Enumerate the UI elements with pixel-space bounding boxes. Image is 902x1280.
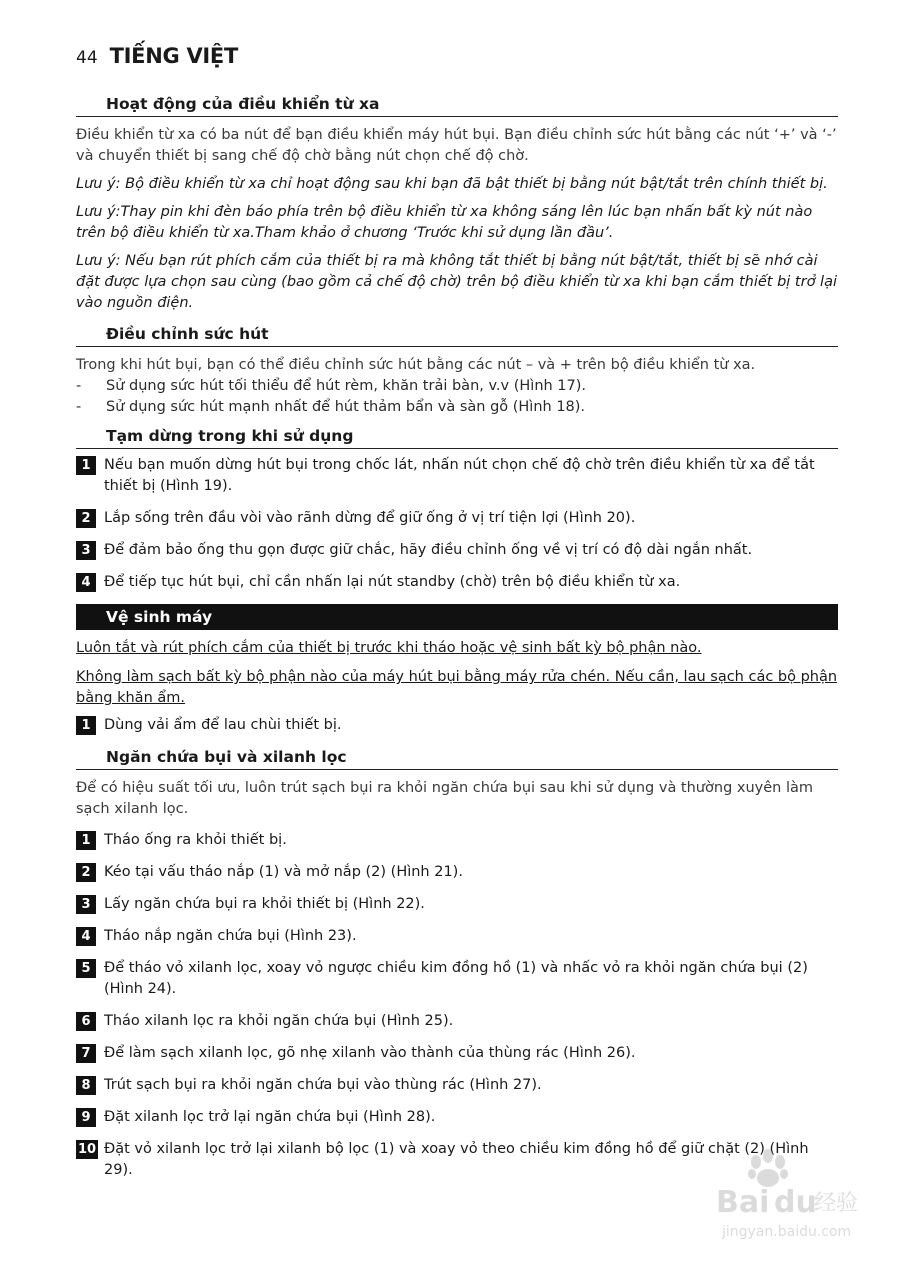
step-text: Lấy ngăn chứa bụi ra khỏi thiết bị (Hình 22). bbox=[104, 896, 425, 912]
step-number: 3 bbox=[76, 895, 96, 914]
step-item bbox=[76, 926, 838, 947]
step-item bbox=[76, 1011, 838, 1032]
page-number: 44 bbox=[76, 48, 98, 68]
step-number: 6 bbox=[76, 1012, 96, 1031]
baidu-watermark-logo bbox=[714, 1140, 864, 1250]
svg-text:jingyan.baidu.com: jingyan.baidu.com bbox=[722, 1224, 852, 1240]
dust-container-steps bbox=[76, 830, 838, 1181]
section-heading-suction-power: Điều chỉnh sức hút bbox=[76, 324, 838, 347]
step-number: 7 bbox=[76, 1044, 96, 1063]
step-text: Để tháo vỏ xilanh lọc, xoay vỏ ngược chiều kim đồng hồ (1) và nhấc vỏ ra khỏi ngăn chứa bụi (2) (Hình 24). bbox=[104, 960, 808, 997]
step-item bbox=[76, 1107, 838, 1128]
step-number: 2 bbox=[76, 509, 96, 528]
step-text: Dùng vải ẩm để lau chùi thiết bị. bbox=[104, 717, 342, 733]
step-text: Để đảm bảo ống thu gọn được giữ chắc, hãy điều chỉnh ống về vị trí có độ dài ngắn nhất. bbox=[104, 542, 753, 558]
step-text: Đặt vỏ xilanh lọc trở lại xilanh bộ lọc (1) và xoay vỏ theo chiều kim đồng hồ để giữ chặt (2) (Hình 29). bbox=[104, 1141, 809, 1178]
step-item bbox=[76, 508, 838, 529]
step-number: 1 bbox=[76, 716, 96, 735]
section-heading-remote-control: Hoạt động của điều khiển từ xa bbox=[76, 94, 838, 117]
step-text: Tháo nắp ngăn chứa bụi (Hình 23). bbox=[104, 928, 357, 944]
step-item bbox=[76, 455, 838, 497]
list-item bbox=[76, 397, 838, 418]
svg-text:du: du bbox=[774, 1185, 817, 1220]
step-number: 1 bbox=[76, 456, 96, 475]
remote-control-note-2: Lưu ý:Thay pin khi đèn báo phía trên bộ điều khiển từ xa không sáng lên lúc bạn nhấn bất kỳ nút nào trên bộ điều khiển từ xa.Tham khảo ở chương ‘Trước khi sử dụng lần đầu’. bbox=[76, 204, 813, 241]
suction-power-list bbox=[76, 376, 838, 418]
step-number: 4 bbox=[76, 927, 96, 946]
dash-marker: - bbox=[76, 399, 82, 415]
step-number: 4 bbox=[76, 573, 96, 592]
step-number: 9 bbox=[76, 1108, 96, 1127]
step-text: Để tiếp tục hút bụi, chỉ cần nhấn lại nút standby (chờ) trên bộ điều khiển từ xa. bbox=[104, 574, 681, 590]
list-item bbox=[76, 376, 838, 397]
remote-control-note-1: Lưu ý: Bộ điều khiển từ xa chỉ hoạt động sau khi bạn đã bật thiết bị bằng nút bật/tắt trên chính thiết bị. bbox=[76, 176, 828, 192]
step-text: Đặt xilanh lọc trở lại ngăn chứa bụi (Hình 28). bbox=[104, 1109, 436, 1125]
step-text: Kéo tại vấu tháo nắp (1) và mở nắp (2) (Hình 21). bbox=[104, 864, 463, 880]
remote-control-paragraph: Điều khiển từ xa có ba nút để bạn điều khiển máy hút bụi. Bạn điều chỉnh sức hút bằng các nút ‘+’ và ‘-’ và chuyển thiết bị sang chế độ chờ bằng nút chọn chế độ chờ. bbox=[76, 127, 837, 164]
step-number: 3 bbox=[76, 541, 96, 560]
step-number: 10 bbox=[77, 1142, 97, 1157]
step-text: Để làm sạch xilanh lọc, gõ nhẹ xilanh vào thành của thùng rác (Hình 26). bbox=[104, 1045, 636, 1061]
step-text: Lắp sống trên đầu vòi vào rãnh dừng để giữ ống ở vị trí tiện lợi (Hình 20). bbox=[104, 510, 636, 526]
section-heading-dust-container: Ngăn chứa bụi và xilanh lọc bbox=[76, 747, 838, 770]
svg-text:经验: 经验 bbox=[814, 1191, 859, 1216]
step-text: Nếu bạn muốn dừng hút bụi trong chốc lát, nhấn nút chọn chế độ chờ trên điều khiển từ xa để tắt thiết bị (Hình 19). bbox=[104, 457, 815, 494]
step-item bbox=[76, 572, 838, 593]
step-item bbox=[76, 715, 838, 736]
cleaning-warning-2: Không làm sạch bất kỳ bộ phận nào của máy hút bụi bằng máy rửa chén. Nếu cần, lau sạch các bộ phận bằng khăn ẩm. bbox=[76, 669, 838, 706]
dash-marker: - bbox=[76, 378, 82, 394]
page-header bbox=[76, 44, 238, 68]
list-item-text: Sử dụng sức hút mạnh nhất để hút thảm bẩn và sàn gỗ (Hình 18). bbox=[106, 399, 586, 415]
step-number: 5 bbox=[76, 959, 96, 978]
remote-control-note-3: Lưu ý: Nếu bạn rút phích cắm của thiết bị ra mà không tắt thiết bị bằng nút bật/tắt, thiết bị sẽ nhớ cài đặt được lựa chọn sau cùng (bao gồm cả chế độ chờ) trên bộ điều khiển từ xa khi bạn cắm thiết bị trở lại vào nguồn điện. bbox=[76, 253, 837, 311]
page-language-title: TIẾNG VIỆT bbox=[109, 44, 238, 68]
list-item-text: Sử dụng sức hút tối thiểu để hút rèm, khăn trải bàn, v.v (Hình 17). bbox=[106, 378, 587, 394]
suction-power-paragraph: Trong khi hút bụi, bạn có thể điều chỉnh sức hút bằng các nút – và + trên bộ điều khiển từ xa. bbox=[76, 357, 756, 373]
cleaning-steps bbox=[76, 715, 838, 736]
section-heading-cleaning: Vệ sinh máy bbox=[76, 604, 838, 630]
step-item bbox=[76, 830, 838, 851]
step-text: Trút sạch bụi ra khỏi ngăn chứa bụi vào thùng rác (Hình 27). bbox=[104, 1077, 542, 1093]
cleaning-warning-1: Luôn tắt và rút phích cắm của thiết bị trước khi tháo hoặc vệ sinh bất kỳ bộ phận nào. bbox=[76, 640, 702, 656]
step-number: 2 bbox=[76, 863, 96, 882]
step-item bbox=[76, 1075, 838, 1096]
step-item bbox=[76, 894, 838, 915]
section-heading-pause: Tạm dừng trong khi sử dụng bbox=[76, 426, 838, 449]
pause-steps bbox=[76, 455, 838, 593]
dust-container-paragraph: Để có hiệu suất tối ưu, luôn trút sạch bụi ra khỏi ngăn chứa bụi sau khi sử dụng và thường xuyên làm sạch xilanh lọc. bbox=[76, 780, 813, 817]
svg-text:Bai: Bai bbox=[716, 1185, 770, 1220]
step-item bbox=[76, 862, 838, 883]
step-text: Tháo xilanh lọc ra khỏi ngăn chứa bụi (Hình 25). bbox=[104, 1013, 454, 1029]
step-text: Tháo ống ra khỏi thiết bị. bbox=[104, 832, 287, 848]
step-item bbox=[76, 540, 838, 561]
step-item bbox=[76, 1043, 838, 1064]
step-number: 1 bbox=[76, 831, 96, 850]
page-content bbox=[76, 94, 838, 1192]
step-item bbox=[76, 958, 838, 1000]
step-number: 8 bbox=[76, 1076, 96, 1095]
